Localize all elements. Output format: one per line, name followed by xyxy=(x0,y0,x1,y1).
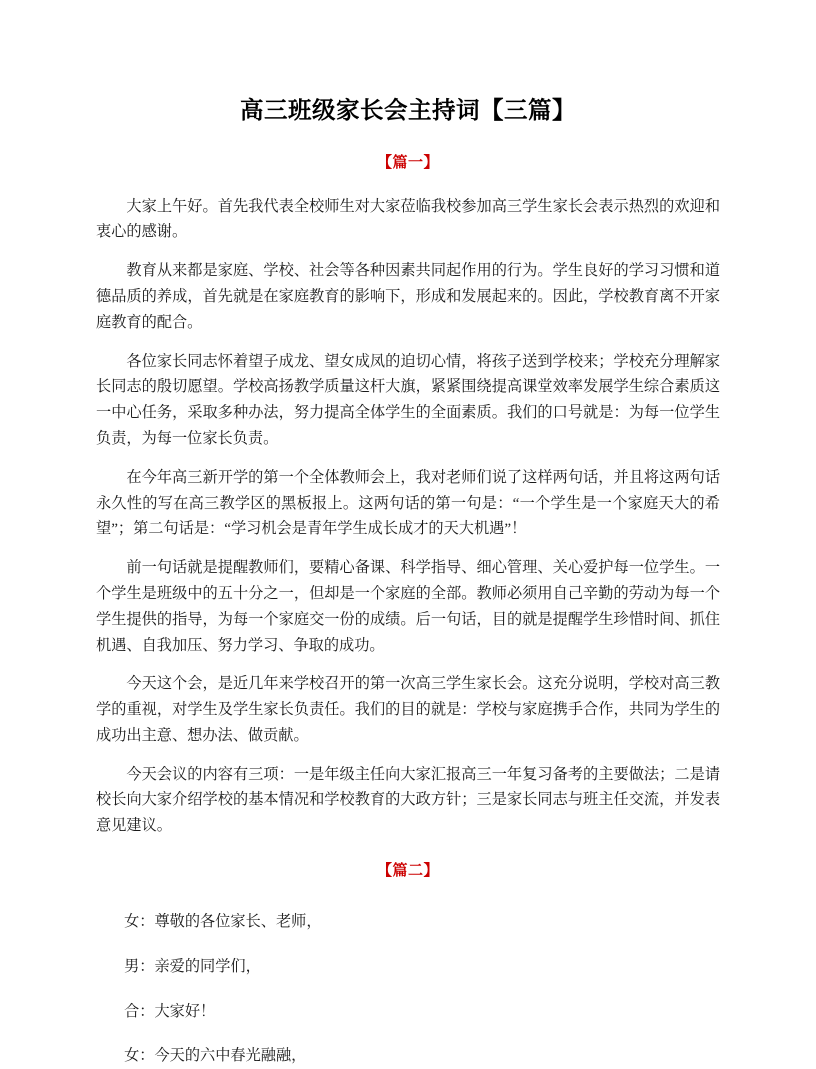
paragraph: 大家上午好。首先我代表全校师生对大家莅临我校参加高三学生家长会表示热烈的欢迎和衷心的感谢。 xyxy=(96,197,720,241)
document-content xyxy=(96,0,720,1069)
section-heading-two: 【篇二】 xyxy=(376,863,439,880)
paragraph: 教育从来都是家庭、学校、社会等各种因素共同起作用的行为。学生良好的学习习惯和道德品质的养成，首先就是在家庭教育的影响下，形成和发展起来的。因此，学校教育离不开家庭教育的配合。 xyxy=(96,262,720,331)
paragraph: 前一句话就是提醒教师们，要精心备课、科学指导、细心管理、关心爱护每一位学生。一个学生是班级中的五十分之一，但却是一个家庭的全部。教师必须用自己辛勤的劳动为每一个学生提供的指导，为每一个家庭交一份的成绩。后一句话，目的就是提醒学生珍惜时间、抓住机遇、自我加压、努力学习、争取的成功。 xyxy=(96,559,720,654)
page-title: 高三班级家长会主持词【三篇】 xyxy=(240,98,576,124)
paragraph: 今天会议的内容有三项：一是年级主任向大家汇报高三一年复习备考的主要做法；二是请校长向大家介绍学校的基本情况和学校教育的大政方针；三是家长同志与班主任交流，并发表意见建议。 xyxy=(96,765,720,835)
dialogue-list xyxy=(96,882,720,1069)
dialogue-line: 女：尊敬的各位家长、老师， xyxy=(124,913,322,931)
paragraph: 各位家长同志怀着望子成龙、望女成凤的迫切心情，将孩子送到学校来；学校充分理解家长同志的殷切愿望。学校高扬教学质量这杆大旗，紧紧围绕提高课堂效率发展学生综合素质这一中心任务，采取多种办法，努力提高全体学生的全面素质。我们的口号就是：为每一位学生负责，为每一位家长负责。 xyxy=(96,352,720,447)
dialogue-line: 男：亲爱的同学们， xyxy=(124,957,261,975)
dialogue-line: 合：大家好！ xyxy=(124,1002,216,1020)
paragraph: 在今年高三新开学的第一个全体教师会上，我对老师们说了这样两句话，并且将这两句话永久性的写在高三教学区的黑板报上。这两句话的第一句是：“一个学生是一个家庭天大的希望”；第二句话是：“学习机会是青年学生成长成才的天大机遇”！ xyxy=(96,468,720,538)
dialogue-line: 女：今天的六中春光融融， xyxy=(124,1047,307,1065)
section-heading-one: 【篇一】 xyxy=(376,154,439,171)
paragraph: 今天这个会，是近几年来学校召开的第一次高三学生家长会。这充分说明，学校对高三教学的重视，对学生及学生家长负责任。我们的目的就是：学校与家庭携手合作，共同为学生的成功出主意、想办法、做贡献。 xyxy=(96,675,720,744)
